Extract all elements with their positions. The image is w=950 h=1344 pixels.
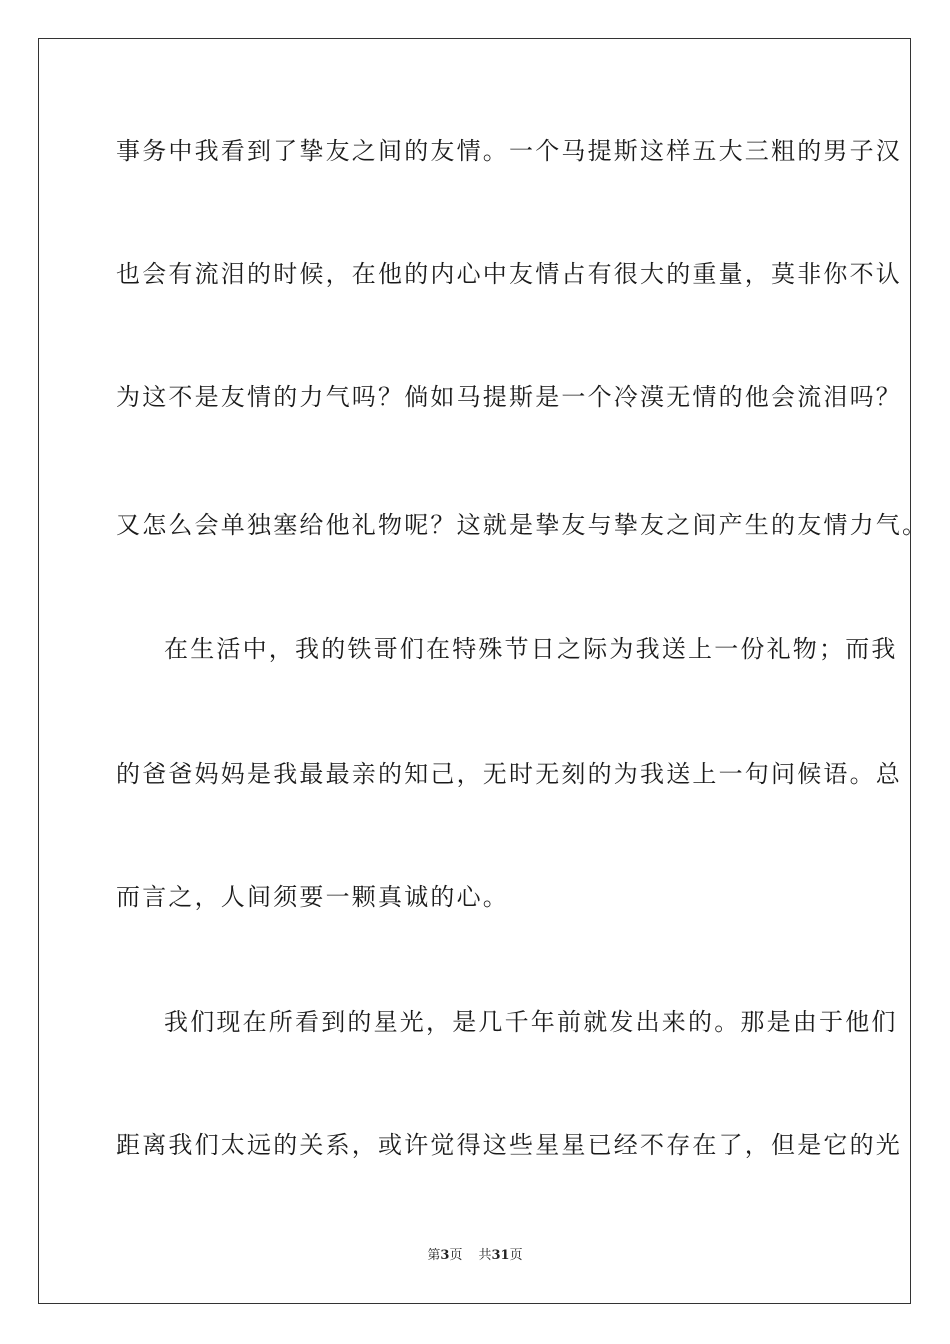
body-line-3: 为这不是友情的力气吗？倘如马提斯是一个冷漠无情的他会流泪吗？ [116,383,902,411]
total-suffix: 页 [509,1248,523,1263]
page-number: 3 [440,1248,450,1263]
paragraph-2-line-2: 的爸爸妈妈是我最最亲的知己，无时无刻的为我送上一句问候语。总 [116,760,902,788]
paragraph-2-line-3: 而言之，人间须要一颗真诚的心。 [116,883,509,911]
page-suffix: 页 [449,1248,463,1263]
body-line-4: 又怎么会单独塞给他礼物呢？这就是挚友与挚友之间产生的友情力气。 [116,511,929,539]
paragraph-3-line-1: 我们现在所看到的星光，是几千年前就发出来的。那是由于他们 [164,1008,898,1036]
paragraph-3-line-2: 距离我们太远的关系，或许觉得这些星星已经不存在了，但是它的光 [116,1131,902,1159]
total-prefix: 共 [478,1248,492,1263]
body-line-1: 事务中我看到了挚友之间的友情。一个马提斯这样五大三粗的男子汉 [116,137,902,165]
paragraph-2-line-1: 在生活中，我的铁哥们在特殊节日之际为我送上一份礼物；而我 [164,635,898,663]
page-prefix: 第 [427,1248,441,1263]
page-border [38,38,929,1304]
total-pages: 31 [491,1248,510,1263]
body-line-2: 也会有流泪的时候，在他的内心中友情占有很大的重量，莫非你不认 [116,260,902,288]
page-footer [0,1247,950,1265]
